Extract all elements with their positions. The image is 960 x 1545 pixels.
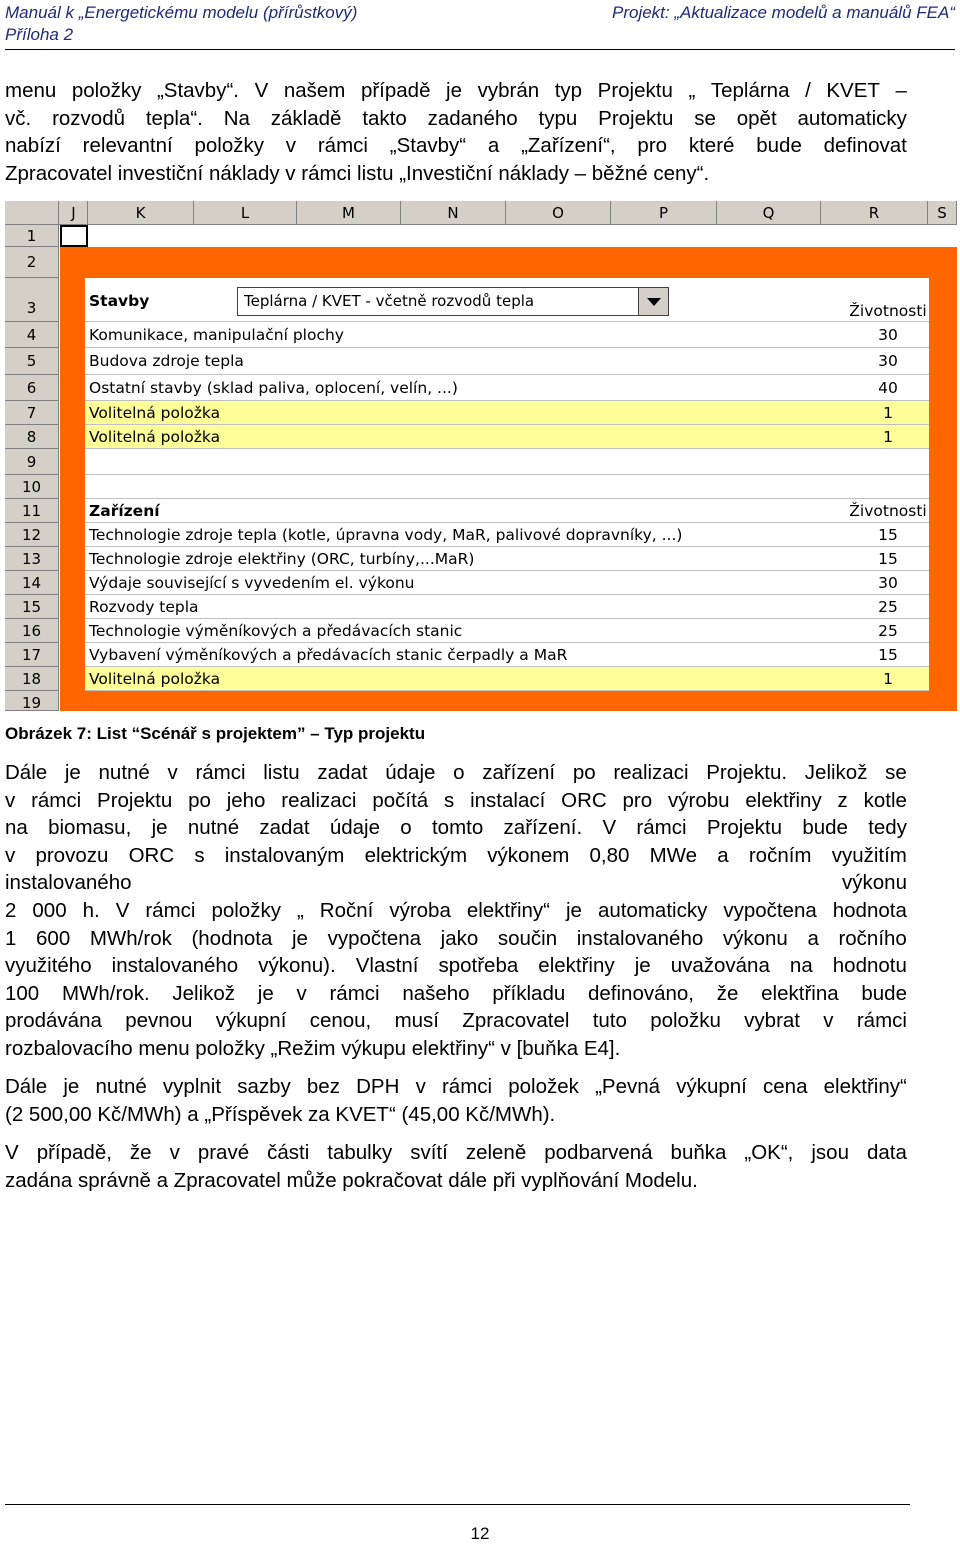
body-line [5, 1007, 907, 1035]
item-lifetime[interactable]: 30 [878, 326, 898, 344]
word: a [807, 926, 819, 950]
word: ročním [748, 843, 812, 867]
word: výrobu [668, 788, 730, 812]
item-lifetime[interactable]: 15 [878, 550, 898, 568]
word: tedy [868, 816, 907, 840]
word: uvažována [670, 954, 770, 978]
page-header [5, 2, 955, 50]
item-lifetime[interactable]: 15 [878, 526, 898, 544]
figure-caption: Obrázek 7: List “Scénář s projektem” – Typ projektu [5, 724, 426, 743]
word: MWh/rok [89, 926, 172, 950]
item-lifetime[interactable]: 25 [878, 622, 898, 640]
word: tuto [592, 1009, 627, 1033]
word: instalovaného [576, 926, 704, 950]
word: rámci [195, 761, 246, 784]
column-header[interactable]: S [928, 201, 957, 225]
item-label: Výdaje související s vyvedením el. výkonu [89, 574, 415, 592]
zarizeni-row[interactable] [85, 595, 929, 619]
item-lifetime[interactable]: 30 [878, 574, 898, 592]
word: biomasu, [48, 816, 132, 840]
word: položky [71, 79, 142, 102]
word: h. [82, 898, 100, 922]
word: svítí [410, 1141, 448, 1164]
word: Vlastní [355, 954, 419, 978]
item-label: Budova zdroje tepla [89, 352, 244, 370]
word: 000 [32, 898, 67, 922]
word: – [895, 79, 907, 102]
active-cell-j1[interactable] [60, 225, 88, 247]
word: prodávána [5, 1009, 102, 1033]
body-line: rozbalovacího menu položky „Režim výkupu elektřiny“ v [buňka E4]. [5, 1036, 621, 1060]
word: je [63, 1075, 80, 1098]
body-line [5, 1139, 907, 1167]
empty-row [85, 449, 929, 475]
word: V [5, 1141, 19, 1164]
word: bude [756, 134, 802, 158]
word: údaje [329, 816, 381, 840]
zarizeni-row[interactable] [85, 523, 929, 547]
column-header[interactable]: O [506, 201, 611, 225]
word: 2 [5, 898, 17, 922]
body-line: (2 500,00 Kč/MWh) a „Příspěvek za KVET“ (45,00 Kč/MWh). [5, 1102, 556, 1126]
row-header[interactable]: 19 [5, 691, 59, 711]
word: našeho [402, 981, 470, 1005]
word: elektřiny [745, 788, 822, 812]
word: Dále [5, 1075, 48, 1098]
header-appendix: Příloha 2 [5, 25, 74, 44]
word: provozu [35, 843, 109, 867]
word: je [565, 898, 582, 922]
item-lifetime[interactable]: 1 [883, 428, 893, 446]
zarizeni-header-row [85, 499, 929, 523]
word: kotle [863, 788, 907, 812]
item-label: Komunikace, manipulační plochy [89, 326, 344, 344]
word: instalací [470, 788, 546, 812]
word: se [885, 761, 907, 784]
word: je [257, 981, 274, 1005]
stavby-row[interactable] [85, 322, 929, 348]
word: rámci [441, 1075, 493, 1098]
body-line [5, 952, 907, 980]
zarizeni-row[interactable] [85, 547, 929, 571]
row-header[interactable]: 8 [5, 425, 59, 449]
body-line [5, 759, 907, 787]
stavby-title: Stavby [89, 292, 150, 310]
word: výkonu [722, 926, 788, 950]
word: se [694, 106, 716, 130]
zivotnost-label: Životnosti [849, 302, 927, 320]
body-line-split [5, 869, 907, 897]
item-label: Volitelná položka [89, 404, 221, 422]
item-lifetime[interactable]: 40 [878, 379, 898, 397]
word: DPH [356, 1075, 400, 1098]
column-header[interactable]: N [401, 201, 506, 225]
word: po [188, 788, 211, 812]
body-paragraph-3 [5, 1139, 907, 1194]
row-header[interactable]: 4 [5, 322, 59, 348]
word: Jelikož [804, 761, 868, 784]
body-line [5, 897, 907, 925]
word: elektrickým [364, 843, 468, 867]
column-header[interactable]: R [821, 201, 928, 225]
word: „OK“, [744, 1141, 794, 1164]
word: v [169, 1141, 180, 1164]
word: 0,80 [589, 843, 630, 867]
word: KVET [826, 79, 880, 102]
header-manual-title: Manuál k „Energetickému modelu (přírůstkový) [5, 3, 358, 22]
word: vybrán [477, 79, 540, 102]
footer-rule [5, 1504, 910, 1505]
select-all-corner[interactable] [5, 201, 59, 225]
body-line [5, 925, 907, 953]
word: počítá [372, 788, 429, 812]
word: zařízení [482, 761, 556, 784]
item-label: Technologie výměníkových a předávacích stanic [89, 622, 463, 640]
row-header[interactable]: 6 [5, 375, 59, 401]
word: části [267, 1141, 310, 1164]
body-line [5, 787, 907, 815]
stavby-row-optional[interactable] [85, 401, 929, 425]
word: rámci [145, 898, 196, 922]
word: Projektu [706, 816, 783, 840]
word: V [254, 79, 269, 102]
word: (hodnota [191, 926, 273, 950]
word: cena [763, 1075, 808, 1098]
item-label: Technologie zdroje tepla (kotle, úpravna vody, MaR, palivové dopravníky, ...) [89, 526, 683, 544]
word: data [866, 1141, 907, 1164]
word: Teplárna [710, 79, 790, 102]
word: rámci [31, 788, 82, 812]
word: V [602, 816, 617, 840]
item-lifetime[interactable]: 25 [878, 598, 898, 616]
zarizeni-row-optional[interactable] [85, 667, 929, 691]
word: výkupní [215, 1009, 287, 1033]
word: listu [263, 761, 300, 784]
column-header[interactable]: P [611, 201, 717, 225]
project-type-dropdown[interactable] [237, 287, 669, 316]
word: základě [270, 106, 342, 130]
word: pevnou [125, 1009, 193, 1033]
word: v [5, 843, 16, 867]
word: a [487, 134, 500, 158]
row-header[interactable]: 12 [5, 523, 59, 547]
word: Jelikož [172, 981, 236, 1005]
word: spotřeba [438, 954, 519, 978]
item-lifetime[interactable]: 1 [883, 670, 893, 688]
word: zeleně [465, 1141, 527, 1164]
word: s [444, 788, 455, 812]
word: typ [554, 79, 583, 102]
project-type-value: Teplárna / KVET - včetně rozvodů tepla [244, 292, 535, 310]
word: pro [622, 788, 653, 812]
item-lifetime[interactable]: 30 [878, 352, 898, 370]
word: vybrat [744, 1009, 800, 1033]
word: elektřiny“ [823, 1075, 907, 1098]
word: vypočtena [723, 898, 817, 922]
word: pro [637, 134, 668, 158]
body-paragraph-1 [5, 759, 907, 1063]
body-line [5, 842, 907, 870]
word: zadaného [427, 106, 518, 130]
empty-row [85, 475, 929, 499]
word: „Stavby“. [156, 79, 239, 102]
item-label: Ostatní stavby (sklad paliva, oplocení, velín, ...) [89, 379, 458, 397]
item-lifetime[interactable]: 15 [878, 646, 898, 664]
row-header[interactable]: 7 [5, 401, 59, 425]
word: MWh/rok. [61, 981, 150, 1005]
stavby-row[interactable] [85, 375, 929, 401]
word: že [129, 1141, 152, 1164]
word: vypočtena [327, 926, 422, 950]
word: Projektu. [706, 761, 788, 784]
word: bude [802, 816, 848, 840]
column-header[interactable]: L [194, 201, 297, 225]
row-header[interactable]: 5 [5, 348, 59, 375]
word: jsou [811, 1141, 849, 1164]
page-number: 12 [470, 1524, 490, 1543]
word: na [5, 816, 28, 840]
body-word: instalovaného [5, 871, 132, 895]
word: relevantní [82, 134, 173, 158]
word: podbarvená [544, 1141, 653, 1164]
word: položek [508, 1075, 579, 1098]
word: výkupní [676, 1075, 747, 1098]
row-header[interactable]: 9 [5, 449, 59, 475]
word: případě [360, 79, 431, 102]
word: bez [306, 1075, 340, 1098]
word: „ [688, 79, 696, 102]
stavby-row[interactable] [85, 348, 929, 375]
word: musí [394, 1009, 439, 1033]
zarizeni-row[interactable] [85, 619, 929, 643]
word: které [688, 134, 735, 158]
word: nutné [98, 761, 150, 784]
word: MWe [649, 843, 698, 867]
word: „Pevná [595, 1075, 661, 1098]
column-header[interactable]: Q [717, 201, 821, 225]
word: definováno, [588, 981, 695, 1005]
word: elektřiny [538, 954, 615, 978]
row-header[interactable]: 3 [5, 278, 59, 322]
word: 1 [5, 926, 17, 950]
word: součin [497, 926, 558, 950]
zarizeni-row[interactable] [85, 571, 929, 595]
word: / [805, 79, 811, 102]
word: rámci [329, 981, 380, 1005]
intro-line [5, 77, 907, 105]
word: realizaci [281, 788, 357, 812]
word: že [716, 981, 739, 1005]
word: Roční [319, 898, 374, 922]
row-header[interactable]: 10 [5, 475, 59, 499]
word: 100 [5, 981, 40, 1005]
word: takto [362, 106, 407, 130]
word: je [151, 816, 168, 840]
word: V [115, 898, 130, 922]
word: Projektu [97, 788, 173, 812]
item-label: Rozvody tepla [89, 598, 199, 616]
word: příkladu [492, 981, 566, 1005]
chevron-down-icon[interactable] [638, 288, 668, 315]
zarizeni-title: Zařízení [89, 502, 160, 520]
word: v [167, 761, 178, 784]
word: zadat [317, 761, 368, 784]
word: pravé [197, 1141, 250, 1164]
word: nabízí [5, 134, 61, 158]
word: je [634, 954, 651, 978]
word: našem [283, 79, 346, 102]
word: „Zařízení“, [521, 134, 616, 158]
word: 600 [36, 926, 71, 950]
word: menu [5, 79, 57, 102]
word: zařízení. [503, 816, 583, 840]
intro-line [5, 132, 907, 160]
word: Projektu [598, 106, 674, 130]
row-header[interactable]: 1 [5, 225, 59, 247]
zarizeni-row[interactable] [85, 643, 929, 667]
word: v [285, 134, 297, 158]
intro-line: Zpracovatel investiční náklady v rámci listu „Investiční náklady – běžné ceny“. [5, 161, 710, 185]
body-line [5, 980, 907, 1008]
word: opět [736, 106, 777, 130]
intro-line [5, 105, 907, 133]
body-line: zadána správně a Zpracovatel může pokračovat dále při vyplňování Modelu. [5, 1168, 698, 1192]
word: elektřiny“ [466, 898, 550, 922]
word: ORC [561, 788, 607, 812]
item-label: Volitelná položka [89, 670, 221, 688]
word: realizaci [613, 761, 689, 784]
word: „Stavby“ [389, 134, 467, 158]
word: „ [296, 898, 304, 922]
row-header[interactable]: 2 [5, 247, 59, 278]
word: o [453, 761, 465, 784]
word: nutné [187, 816, 240, 840]
word: instalovaného [111, 954, 239, 978]
word: na [789, 954, 813, 978]
word: rámci [636, 816, 687, 840]
word: po [572, 761, 596, 784]
word: sazby [237, 1075, 291, 1098]
body-paragraph-2 [5, 1073, 907, 1128]
word: položku [650, 1009, 721, 1033]
word: rozvodů [52, 106, 125, 130]
word: automaticky [597, 898, 708, 922]
word: položky [211, 898, 281, 922]
word: bude [861, 981, 907, 1005]
word: výkonu). [258, 954, 336, 978]
word: nutné [95, 1075, 147, 1098]
word: Na [223, 106, 250, 130]
row-header[interactable]: 17 [5, 643, 59, 667]
spreadsheet-figure [5, 201, 957, 711]
word: vč. [5, 106, 32, 130]
word: tomto [431, 816, 484, 840]
word: Zpracovatel [462, 1009, 570, 1033]
body-word: výkonu [842, 871, 907, 895]
word: jako [440, 926, 479, 950]
word: instalovaným [224, 843, 345, 867]
word: hodnota [832, 898, 907, 922]
item-label: Volitelná položka [89, 428, 221, 446]
row-header[interactable]: 18 [5, 667, 59, 691]
word: případě, [36, 1141, 112, 1164]
word: hodnotu [832, 954, 907, 978]
word: v [5, 788, 16, 812]
word: ročního [838, 926, 907, 950]
word: je [64, 761, 81, 784]
word: zadat [259, 816, 310, 840]
column-header-bar [5, 201, 957, 225]
zivotnost-label: Životnosti [849, 502, 927, 520]
word: typu [538, 106, 578, 130]
item-label: Vybavení výměníkových a předávacích stanic čerpadly a MaR [89, 646, 568, 664]
item-lifetime[interactable]: 1 [883, 404, 893, 422]
word: cenou, [309, 1009, 372, 1033]
stavby-row-optional[interactable] [85, 425, 929, 449]
word: Dále [5, 761, 48, 784]
column-header[interactable]: M [297, 201, 401, 225]
body-line [5, 1073, 907, 1101]
row-header[interactable]: 11 [5, 499, 59, 523]
word: ORC [128, 843, 175, 867]
word: využitého [5, 954, 92, 978]
word: je [292, 926, 308, 950]
column-header[interactable]: K [88, 201, 194, 225]
word: rámci [856, 1009, 907, 1033]
word: v [296, 981, 307, 1005]
word: jeho [226, 788, 266, 812]
word: v [823, 1009, 834, 1033]
row-header[interactable]: 16 [5, 619, 59, 643]
intro-paragraph [5, 77, 907, 187]
item-label: Technologie zdroje elektřiny (ORC, turbíny,...MaR) [89, 550, 475, 568]
row-header[interactable]: 13 [5, 547, 59, 571]
word: v [415, 1075, 426, 1098]
word: s [194, 843, 205, 867]
header-project-title: Projekt: „Aktualizace modelů a manuálů FEA“ [612, 3, 955, 22]
word: rámci [317, 134, 368, 158]
word: o [400, 816, 412, 840]
row-header[interactable]: 15 [5, 595, 59, 619]
word: definovat [823, 134, 907, 158]
word: z [837, 788, 848, 812]
word: výroba [389, 898, 451, 922]
word: tabulky [327, 1141, 393, 1164]
word: Projektu [597, 79, 673, 102]
body-line [5, 814, 907, 842]
row-header[interactable]: 14 [5, 571, 59, 595]
word: buňka [670, 1141, 727, 1164]
word: tepla“. [145, 106, 203, 130]
column-header[interactable]: J [60, 201, 88, 225]
word: položky [194, 134, 264, 158]
word: a [717, 843, 729, 867]
word: automaticky [797, 106, 907, 130]
word: je [446, 79, 463, 102]
word: výkonem [487, 843, 570, 867]
word: vyplnit [162, 1075, 222, 1098]
word: elektřina [761, 981, 839, 1005]
word: údaje [385, 761, 436, 784]
word: využitím [831, 843, 907, 867]
